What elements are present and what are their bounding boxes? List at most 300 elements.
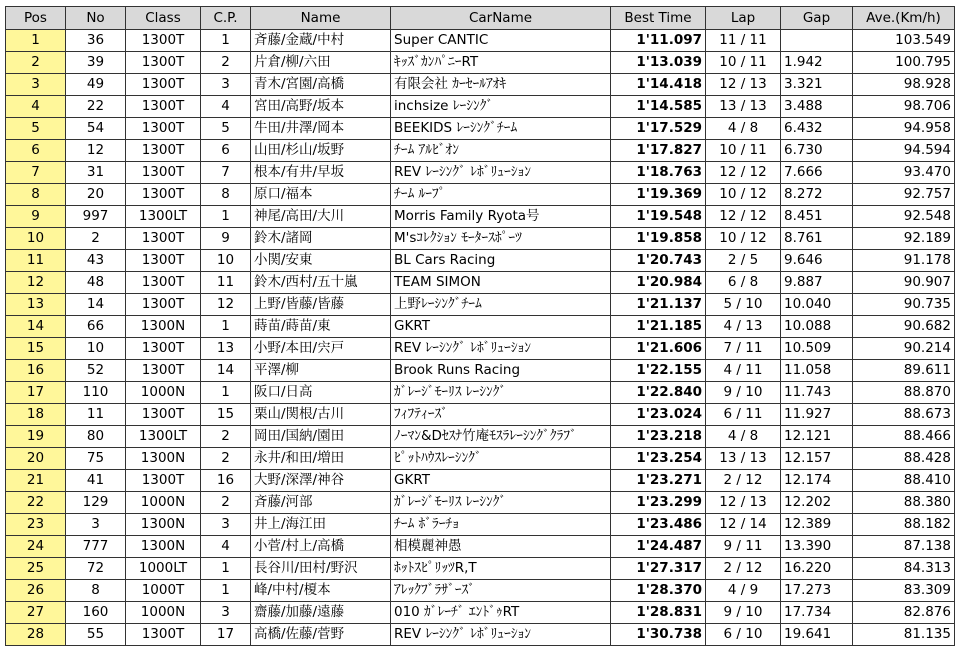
cell-lap: 10 / 11 [706, 140, 781, 162]
cell-cp: 11 [201, 272, 251, 294]
header-row [6, 7, 955, 30]
cell-no: 75 [66, 448, 126, 470]
table-row [6, 404, 955, 426]
cell-class: 1000N [126, 382, 201, 404]
cell-lap: 4 / 11 [706, 360, 781, 382]
cell-lap: 4 / 8 [706, 426, 781, 448]
cell-best-time: 1'23.024 [611, 404, 706, 426]
cell-pos: 28 [6, 624, 66, 646]
cell-car-name: GKRT [391, 470, 611, 492]
cell-gap: 12.389 [781, 514, 853, 536]
table-row [6, 558, 955, 580]
cell-pos: 2 [6, 52, 66, 74]
cell-class: 1300T [126, 118, 201, 140]
cell-name: 神尾/高田/大川 [251, 206, 391, 228]
cell-car-name: BEEKIDS ﾚｰｼﾝｸﾞﾁｰﾑ [391, 118, 611, 140]
cell-ave-speed: 98.706 [853, 96, 955, 118]
cell-ave-speed: 88.673 [853, 404, 955, 426]
cell-class: 1000LT [126, 558, 201, 580]
cell-ave-speed: 92.548 [853, 206, 955, 228]
cell-name: 原口/福本 [251, 184, 391, 206]
cell-no: 36 [66, 30, 126, 52]
cell-car-name: Morris Family Ryota号 [391, 206, 611, 228]
table-row [6, 602, 955, 624]
cell-cp: 2 [201, 448, 251, 470]
cell-pos: 13 [6, 294, 66, 316]
cell-name: 阪口/日高 [251, 382, 391, 404]
cell-best-time: 1'28.370 [611, 580, 706, 602]
cell-car-name: 相模麗神愚 [391, 536, 611, 558]
cell-cp: 16 [201, 470, 251, 492]
cell-gap: 6.432 [781, 118, 853, 140]
cell-ave-speed: 92.189 [853, 228, 955, 250]
cell-pos: 10 [6, 228, 66, 250]
cell-best-time: 1'27.317 [611, 558, 706, 580]
cell-no: 52 [66, 360, 126, 382]
cell-ave-speed: 94.958 [853, 118, 955, 140]
cell-car-name: M'sｺﾚｸｼｮﾝ ﾓｰﾀｰｽﾎﾟｰﾂ [391, 228, 611, 250]
cell-pos: 24 [6, 536, 66, 558]
cell-gap: 3.488 [781, 96, 853, 118]
cell-best-time: 1'19.858 [611, 228, 706, 250]
cell-best-time: 1'30.738 [611, 624, 706, 646]
cell-name: 牛田/井澤/岡本 [251, 118, 391, 140]
table-row [6, 536, 955, 558]
cell-no: 41 [66, 470, 126, 492]
header-best-time: Best Time [611, 7, 706, 30]
cell-class: 1300N [126, 536, 201, 558]
cell-cp: 6 [201, 140, 251, 162]
cell-pos: 23 [6, 514, 66, 536]
cell-class: 1300LT [126, 426, 201, 448]
cell-gap: 11.743 [781, 382, 853, 404]
cell-name: 小野/本田/宍戸 [251, 338, 391, 360]
cell-ave-speed: 88.182 [853, 514, 955, 536]
cell-name: 青木/宮園/高橋 [251, 74, 391, 96]
cell-car-name: REV ﾚｰｼﾝｸﾞ ﾚﾎﾞﾘｭｰｼｮﾝ [391, 624, 611, 646]
cell-ave-speed: 90.214 [853, 338, 955, 360]
cell-gap: 12.174 [781, 470, 853, 492]
cell-lap: 2 / 5 [706, 250, 781, 272]
cell-lap: 4 / 13 [706, 316, 781, 338]
cell-ave-speed: 92.757 [853, 184, 955, 206]
cell-gap: 11.927 [781, 404, 853, 426]
cell-class: 1000N [126, 602, 201, 624]
cell-no: 10 [66, 338, 126, 360]
cell-class: 1000N [126, 492, 201, 514]
cell-car-name: ﾁｰﾑ ｱﾙﾋﾞｵﾝ [391, 140, 611, 162]
cell-gap: 10.088 [781, 316, 853, 338]
cell-lap: 5 / 10 [706, 294, 781, 316]
table-row [6, 360, 955, 382]
header-no: No [66, 7, 126, 30]
cell-car-name: ｱﾚｯｸﾌﾞﾗｻﾞｰｽﾞ [391, 580, 611, 602]
cell-cp: 3 [201, 602, 251, 624]
header-gap: Gap [781, 7, 853, 30]
cell-ave-speed: 90.682 [853, 316, 955, 338]
cell-class: 1300T [126, 250, 201, 272]
cell-lap: 12 / 12 [706, 206, 781, 228]
table-row [6, 514, 955, 536]
cell-ave-speed: 87.138 [853, 536, 955, 558]
cell-name: 岡田/国納/園田 [251, 426, 391, 448]
cell-best-time: 1'19.548 [611, 206, 706, 228]
cell-name: 斉藤/河部 [251, 492, 391, 514]
cell-gap [781, 30, 853, 52]
cell-no: 72 [66, 558, 126, 580]
cell-gap: 12.121 [781, 426, 853, 448]
cell-ave-speed: 88.870 [853, 382, 955, 404]
table-row [6, 272, 955, 294]
cell-cp: 10 [201, 250, 251, 272]
cell-pos: 3 [6, 74, 66, 96]
table-row [6, 470, 955, 492]
cell-cp: 13 [201, 338, 251, 360]
cell-lap: 6 / 10 [706, 624, 781, 646]
cell-name: 高橋/佐藤/菅野 [251, 624, 391, 646]
cell-car-name: ｶﾞﾚｰｼﾞﾓｰﾘｽ ﾚｰｼﾝｸﾞ [391, 492, 611, 514]
cell-cp: 2 [201, 492, 251, 514]
cell-pos: 18 [6, 404, 66, 426]
table-row [6, 30, 955, 52]
table-row [6, 250, 955, 272]
cell-cp: 2 [201, 52, 251, 74]
cell-no: 54 [66, 118, 126, 140]
cell-lap: 6 / 8 [706, 272, 781, 294]
cell-gap: 8.272 [781, 184, 853, 206]
cell-no: 129 [66, 492, 126, 514]
cell-cp: 1 [201, 580, 251, 602]
cell-pos: 8 [6, 184, 66, 206]
cell-no: 66 [66, 316, 126, 338]
cell-lap: 9 / 11 [706, 536, 781, 558]
cell-best-time: 1'23.254 [611, 448, 706, 470]
cell-gap: 3.321 [781, 74, 853, 96]
cell-no: 3 [66, 514, 126, 536]
cell-class: 1300T [126, 624, 201, 646]
cell-no: 14 [66, 294, 126, 316]
table-row [6, 294, 955, 316]
cell-lap: 10 / 12 [706, 228, 781, 250]
cell-ave-speed: 83.309 [853, 580, 955, 602]
cell-pos: 12 [6, 272, 66, 294]
cell-gap: 10.040 [781, 294, 853, 316]
table-row [6, 52, 955, 74]
cell-cp: 9 [201, 228, 251, 250]
cell-gap: 6.730 [781, 140, 853, 162]
table-row [6, 140, 955, 162]
cell-cp: 2 [201, 426, 251, 448]
cell-pos: 5 [6, 118, 66, 140]
cell-best-time: 1'17.529 [611, 118, 706, 140]
cell-ave-speed: 94.594 [853, 140, 955, 162]
table-row [6, 382, 955, 404]
table-row [6, 492, 955, 514]
cell-name: 山田/杉山/坂野 [251, 140, 391, 162]
header-name: Name [251, 7, 391, 30]
cell-lap: 10 / 12 [706, 184, 781, 206]
cell-class: 1000T [126, 580, 201, 602]
table-row [6, 426, 955, 448]
cell-ave-speed: 82.876 [853, 602, 955, 624]
cell-name: 根本/有井/早坂 [251, 162, 391, 184]
table-row [6, 338, 955, 360]
cell-pos: 22 [6, 492, 66, 514]
cell-pos: 26 [6, 580, 66, 602]
table-row [6, 184, 955, 206]
cell-ave-speed: 81.135 [853, 624, 955, 646]
cell-car-name: inchsize ﾚｰｼﾝｸﾞ [391, 96, 611, 118]
cell-best-time: 1'14.585 [611, 96, 706, 118]
cell-lap: 6 / 11 [706, 404, 781, 426]
cell-best-time: 1'13.039 [611, 52, 706, 74]
cell-cp: 3 [201, 74, 251, 96]
cell-name: 片倉/柳/六田 [251, 52, 391, 74]
cell-no: 11 [66, 404, 126, 426]
cell-gap: 17.273 [781, 580, 853, 602]
cell-gap: 17.734 [781, 602, 853, 624]
cell-class: 1300T [126, 404, 201, 426]
cell-car-name: ｷｯｽﾞｶﾝﾊﾟﾆｰRT [391, 52, 611, 74]
cell-name: 峰/中村/榎本 [251, 580, 391, 602]
cell-name: 大野/深澤/神谷 [251, 470, 391, 492]
cell-ave-speed: 98.928 [853, 74, 955, 96]
cell-car-name: ｶﾞﾚｰｼﾞﾓｰﾘｽ ﾚｰｼﾝｸﾞ [391, 382, 611, 404]
cell-best-time: 1'20.743 [611, 250, 706, 272]
cell-no: 55 [66, 624, 126, 646]
cell-best-time: 1'23.271 [611, 470, 706, 492]
cell-cp: 1 [201, 316, 251, 338]
cell-ave-speed: 84.313 [853, 558, 955, 580]
cell-lap: 4 / 9 [706, 580, 781, 602]
cell-ave-speed: 88.410 [853, 470, 955, 492]
cell-pos: 15 [6, 338, 66, 360]
cell-cp: 14 [201, 360, 251, 382]
cell-gap: 12.157 [781, 448, 853, 470]
cell-best-time: 1'21.137 [611, 294, 706, 316]
cell-car-name: ﾎｯﾄｽﾋﾟﾘｯﾂR,T [391, 558, 611, 580]
cell-class: 1300T [126, 360, 201, 382]
header-lap: Lap [706, 7, 781, 30]
cell-pos: 11 [6, 250, 66, 272]
table-row [6, 206, 955, 228]
cell-pos: 4 [6, 96, 66, 118]
cell-best-time: 1'22.840 [611, 382, 706, 404]
header-pos: Pos [6, 7, 66, 30]
cell-gap: 9.646 [781, 250, 853, 272]
cell-gap: 16.220 [781, 558, 853, 580]
table-body [6, 30, 955, 646]
cell-gap: 12.202 [781, 492, 853, 514]
cell-no: 80 [66, 426, 126, 448]
cell-gap: 13.390 [781, 536, 853, 558]
cell-best-time: 1'14.418 [611, 74, 706, 96]
cell-name: 蒔苗/蒔苗/東 [251, 316, 391, 338]
cell-pos: 6 [6, 140, 66, 162]
cell-best-time: 1'23.486 [611, 514, 706, 536]
table-row [6, 624, 955, 646]
cell-cp: 1 [201, 558, 251, 580]
cell-lap: 12 / 14 [706, 514, 781, 536]
cell-name: 小関/安東 [251, 250, 391, 272]
cell-best-time: 1'17.827 [611, 140, 706, 162]
cell-class: 1300T [126, 184, 201, 206]
cell-pos: 20 [6, 448, 66, 470]
cell-car-name: Super CANTIC [391, 30, 611, 52]
cell-no: 110 [66, 382, 126, 404]
cell-lap: 13 / 13 [706, 448, 781, 470]
cell-no: 43 [66, 250, 126, 272]
cell-no: 997 [66, 206, 126, 228]
cell-car-name: ﾁｰﾑ ﾎﾞﾗｰﾁｮ [391, 514, 611, 536]
cell-lap: 2 / 12 [706, 558, 781, 580]
cell-lap: 13 / 13 [706, 96, 781, 118]
cell-no: 2 [66, 228, 126, 250]
cell-lap: 12 / 12 [706, 162, 781, 184]
cell-pos: 9 [6, 206, 66, 228]
cell-ave-speed: 88.380 [853, 492, 955, 514]
cell-class: 1300T [126, 52, 201, 74]
cell-car-name: ﾌｨﾌﾃｨｰｽﾞ [391, 404, 611, 426]
cell-lap: 12 / 13 [706, 74, 781, 96]
cell-name: 小菅/村上/高橋 [251, 536, 391, 558]
cell-no: 8 [66, 580, 126, 602]
cell-cp: 5 [201, 118, 251, 140]
cell-lap: 12 / 13 [706, 492, 781, 514]
table-row [6, 118, 955, 140]
cell-cp: 8 [201, 184, 251, 206]
cell-lap: 7 / 11 [706, 338, 781, 360]
cell-name: 平澤/柳 [251, 360, 391, 382]
header-cp: C.P. [201, 7, 251, 30]
cell-ave-speed: 93.470 [853, 162, 955, 184]
cell-no: 777 [66, 536, 126, 558]
cell-no: 22 [66, 96, 126, 118]
cell-car-name: TEAM SIMON [391, 272, 611, 294]
cell-no: 12 [66, 140, 126, 162]
cell-ave-speed: 103.549 [853, 30, 955, 52]
cell-no: 160 [66, 602, 126, 624]
cell-pos: 19 [6, 426, 66, 448]
cell-cp: 1 [201, 382, 251, 404]
cell-class: 1300T [126, 30, 201, 52]
cell-cp: 3 [201, 514, 251, 536]
cell-class: 1300T [126, 96, 201, 118]
cell-class: 1300N [126, 448, 201, 470]
cell-gap: 9.887 [781, 272, 853, 294]
cell-class: 1300N [126, 316, 201, 338]
table-row [6, 96, 955, 118]
cell-cp: 1 [201, 30, 251, 52]
table-row [6, 316, 955, 338]
cell-ave-speed: 91.178 [853, 250, 955, 272]
cell-no: 31 [66, 162, 126, 184]
cell-cp: 4 [201, 536, 251, 558]
cell-class: 1300T [126, 272, 201, 294]
cell-cp: 12 [201, 294, 251, 316]
cell-class: 1300T [126, 294, 201, 316]
cell-lap: 4 / 8 [706, 118, 781, 140]
cell-car-name: ﾁｰﾑ ﾙｰﾌﾟ [391, 184, 611, 206]
cell-best-time: 1'23.299 [611, 492, 706, 514]
table-row [6, 580, 955, 602]
cell-name: 長谷川/田村/野沢 [251, 558, 391, 580]
cell-no: 39 [66, 52, 126, 74]
cell-pos: 7 [6, 162, 66, 184]
cell-name: 鈴木/西村/五十嵐 [251, 272, 391, 294]
cell-gap: 1.942 [781, 52, 853, 74]
cell-ave-speed: 88.428 [853, 448, 955, 470]
cell-name: 斉藤/金蔵/中村 [251, 30, 391, 52]
cell-cp: 1 [201, 206, 251, 228]
cell-cp: 17 [201, 624, 251, 646]
cell-best-time: 1'19.369 [611, 184, 706, 206]
cell-car-name: GKRT [391, 316, 611, 338]
table-row [6, 448, 955, 470]
cell-car-name: 010 ｶﾞﾚｰﾁﾞ ｴﾝﾄﾞｩRT [391, 602, 611, 624]
cell-car-name: BL Cars Racing [391, 250, 611, 272]
results-table [5, 6, 955, 646]
cell-car-name: 有限会社 ｶｰｾｰﾙｱｵｷ [391, 74, 611, 96]
cell-pos: 1 [6, 30, 66, 52]
cell-gap: 11.058 [781, 360, 853, 382]
table-row [6, 162, 955, 184]
table-row [6, 74, 955, 96]
cell-name: 宮田/高野/坂本 [251, 96, 391, 118]
cell-car-name: ﾉｰﾏﾝ&Dｾｽﾅ竹庵ﾓｽﾗﾚｰｼﾝｸﾞｸﾗﾌﾞ [391, 426, 611, 448]
cell-best-time: 1'21.606 [611, 338, 706, 360]
cell-lap: 11 / 11 [706, 30, 781, 52]
cell-gap: 10.509 [781, 338, 853, 360]
cell-ave-speed: 89.611 [853, 360, 955, 382]
cell-pos: 17 [6, 382, 66, 404]
cell-best-time: 1'28.831 [611, 602, 706, 624]
cell-car-name: REV ﾚｰｼﾝｸﾞ ﾚﾎﾞﾘｭｰｼｮﾝ [391, 162, 611, 184]
cell-car-name: ﾋﾟｯﾄﾊｳｽﾚｰｼﾝｸﾞ [391, 448, 611, 470]
cell-class: 1300T [126, 74, 201, 96]
cell-pos: 16 [6, 360, 66, 382]
table-row [6, 228, 955, 250]
cell-pos: 14 [6, 316, 66, 338]
cell-name: 齋藤/加藤/遠藤 [251, 602, 391, 624]
cell-gap: 8.761 [781, 228, 853, 250]
cell-class: 1300T [126, 140, 201, 162]
cell-lap: 9 / 10 [706, 382, 781, 404]
cell-ave-speed: 88.466 [853, 426, 955, 448]
cell-pos: 27 [6, 602, 66, 624]
cell-ave-speed: 90.907 [853, 272, 955, 294]
cell-no: 49 [66, 74, 126, 96]
cell-name: 鈴木/諸岡 [251, 228, 391, 250]
cell-best-time: 1'23.218 [611, 426, 706, 448]
cell-gap: 7.666 [781, 162, 853, 184]
cell-gap: 19.641 [781, 624, 853, 646]
cell-gap: 8.451 [781, 206, 853, 228]
cell-class: 1300LT [126, 206, 201, 228]
cell-best-time: 1'11.097 [611, 30, 706, 52]
header-ave-speed: Ave.(Km/h) [853, 7, 955, 30]
cell-class: 1300T [126, 470, 201, 492]
cell-name: 上野/皆藤/皆藤 [251, 294, 391, 316]
cell-no: 48 [66, 272, 126, 294]
cell-pos: 21 [6, 470, 66, 492]
cell-best-time: 1'18.763 [611, 162, 706, 184]
cell-lap: 2 / 12 [706, 470, 781, 492]
cell-class: 1300T [126, 228, 201, 250]
cell-name: 栗山/関根/古川 [251, 404, 391, 426]
cell-best-time: 1'20.984 [611, 272, 706, 294]
cell-cp: 7 [201, 162, 251, 184]
